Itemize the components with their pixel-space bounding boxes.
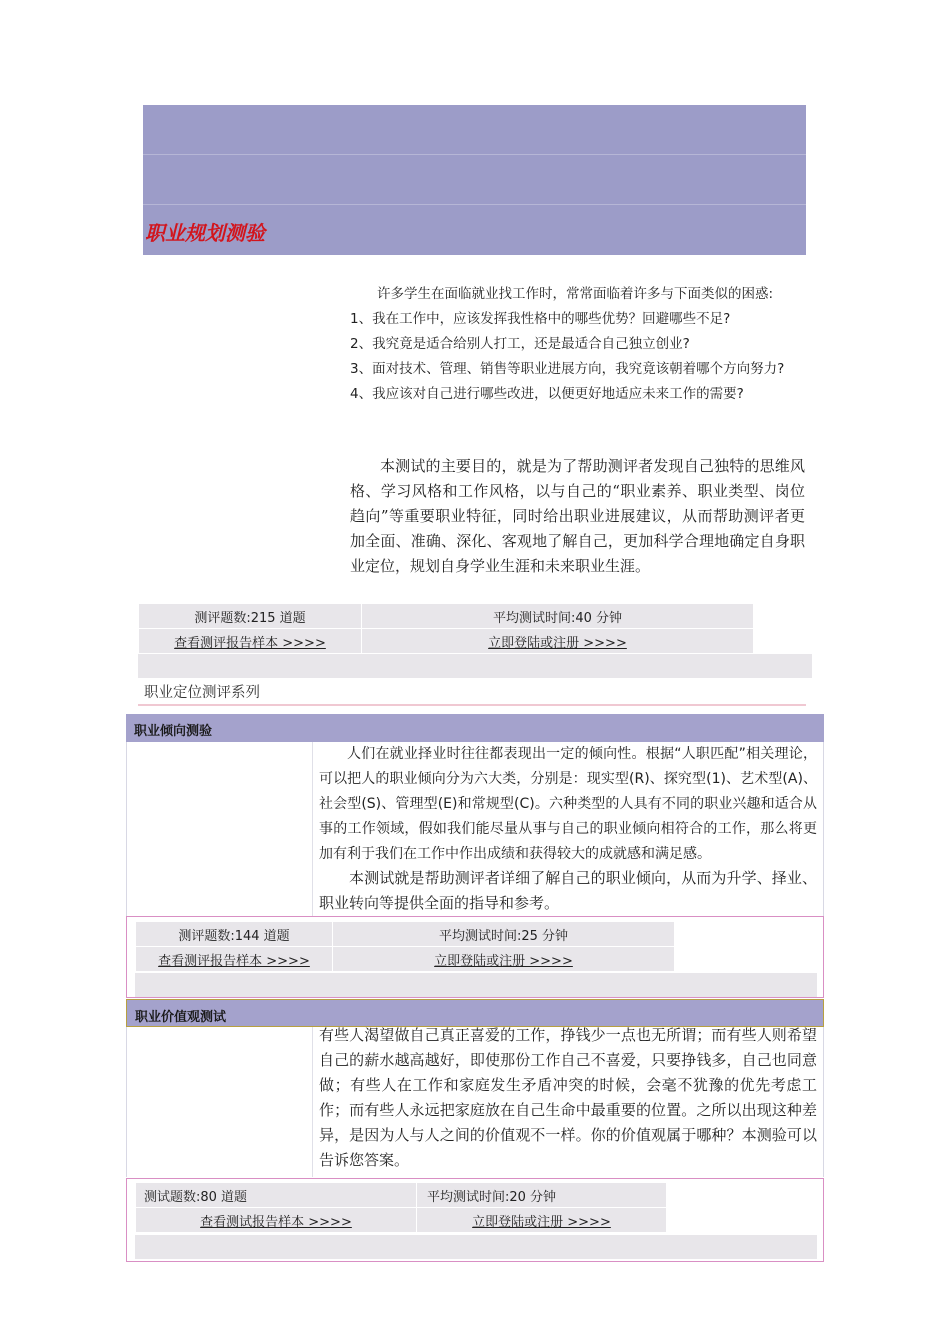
average-time: 平均测试时间:40 分钟 [362,604,754,629]
main-stats-block [138,603,812,678]
intro-item: 2、我究竟是适合给别人打工，还是最适合自己独立创业? [350,336,690,352]
banner-divider [143,154,806,155]
login-register-link[interactable]: 立即登陆或注册 >>>> [472,1214,611,1230]
purpose-paragraph: 本测试的主要目的，就是为了帮助测评者发现自己独特的思维风格、学习风格和工作风格，以与自己的“职业素养、职业类型、岗位趋向”等重要职业特征，同时给出职业进展建议，从而帮助测评者更加全面、准确、深化、客观地了解自己，更加科学合理地确定自身职业定位，规划自身学业生涯和未来职业生涯。 [350,457,805,575]
page-title: 职业规划测验 [145,221,265,245]
question-count: 测试题数:80 道题 [136,1183,417,1208]
intro-item: 4、我应该对自己进行哪些改进，以便更好地适应未来工作的需要? [350,386,744,402]
login-register-link[interactable]: 立即登陆或注册 >>>> [434,953,573,969]
stats-footer-strip [135,1235,817,1259]
banner-divider [143,204,806,205]
career-tendency-stats-table [135,921,675,972]
intro-block [350,282,805,407]
career-tendency-stats-frame [126,916,824,998]
header-banner [143,105,806,255]
section-body-career-values [126,1027,824,1177]
column-divider [312,742,313,916]
series-divider [138,704,806,706]
intro-lead: 许多学生在面临就业找工作时，常常面临着许多与下面类似的困惑: [377,286,774,302]
view-sample-link[interactable]: 查看测试报告样本 >>>> [200,1214,352,1230]
section-body-career-tendency [126,742,824,916]
question-count: 测评题数:215 道题 [139,604,362,629]
main-stats-table [138,603,754,654]
login-register-link[interactable]: 立即登陆或注册 >>>> [488,635,627,651]
stats-footer-strip [138,654,812,678]
section-header-career-values: 职业价值观测试 [126,999,824,1027]
series-label: 职业定位测评系列 [144,685,260,701]
stats-footer-strip [135,973,817,997]
question-count: 测评题数:144 道题 [136,922,333,947]
intro-item: 1、我在工作中，应该发挥我性格中的哪些优势？回避哪些不足? [350,311,731,327]
section-paragraph: 本测试就是帮助测评者详细了解自己的职业倾向，从而为升学、择业、职业转向等提供全面的指导和参考。 [319,869,817,912]
view-sample-link[interactable]: 查看测评报告样本 >>>> [158,953,310,969]
intro-item: 3、面对技术、管理、销售等职业进展方向，我究竟该朝着哪个方向努力? [350,361,785,377]
section-paragraph: 有些人渴望做自己真正喜爱的工作，挣钱少一点也无所谓；而有些人则希望自己的薪水越高越好，即使那份工作自己不喜爱，只要挣钱多，自己也同意做；有些人在工作和家庭发生矛盾冲突的时候，会毫不犹豫的优先考虑工作；而有些人永远把家庭放在自己生命中最重要的位置。之所以出现这种差异，是因为人与人之间的价值观不一样。你的价值观属于哪种？本测验可以告诉您答案。 [319,1026,817,1169]
section-paragraph: 人们在就业择业时往往都表现出一定的倾向性。根据“人职匹配”相关理论，可以把人的职业倾向分为六大类，分别是：现实型(R)、探究型(1)、艺术型(A)、社会型(S)、管理型(E)和常规型(C)。六种类型的人具有不同的职业兴趣和适合从事的工作领域，假如我们能尽量从事与自己的职业倾向相符合的工作，那么将更加有利于我们在工作中作出成绩和获得较大的成就感和满足感。 [319,746,817,862]
view-sample-link[interactable]: 查看测评报告样本 >>>> [174,635,326,651]
career-values-stats-frame [126,1178,824,1262]
career-values-stats-table [135,1182,667,1233]
section-header-career-tendency: 职业倾向测验 [126,714,824,742]
column-divider [312,1027,313,1177]
average-time: 平均测试时间:25 分钟 [333,922,675,947]
average-time: 平均测试时间:20 分钟 [417,1183,667,1208]
